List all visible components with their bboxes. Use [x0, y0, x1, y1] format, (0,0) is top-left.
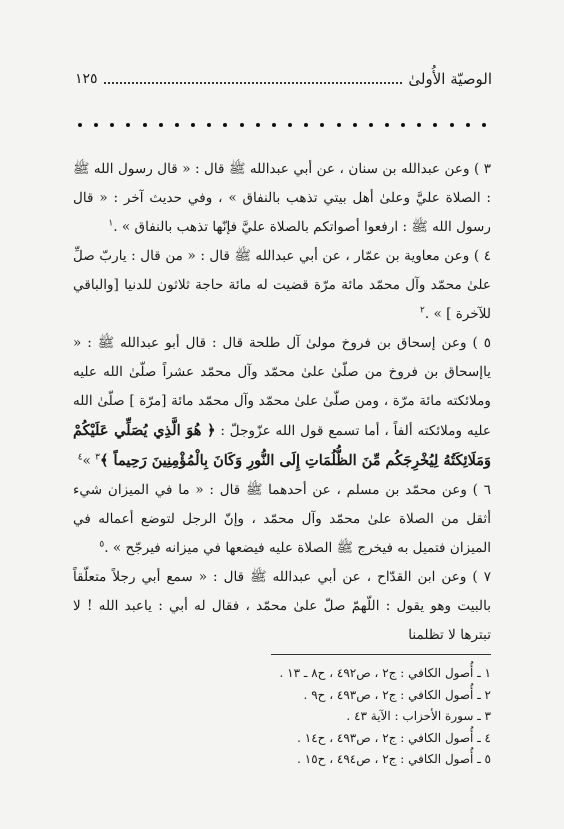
footnote-ref-1: ١ [108, 218, 114, 229]
dotted-divider [78, 118, 486, 132]
footnote-ref-4: ٤ [77, 452, 83, 463]
footnote-1: ١ ـ أُصول الكافي : ج٢ ، ص٤٩٢ ، ح٨ ـ ١٣ . [279, 666, 491, 680]
footnotes [73, 663, 491, 771]
footnote-ref-3: ٣ [95, 452, 101, 463]
footnote-2: ٢ ـ أُصول الكافي : ج٢ ، ص٤٩٣ ، ح٩ . [303, 687, 491, 702]
footnote-separator [271, 654, 491, 655]
paragraph-4: ٤ ) وعن معاوية بن عمّار ، عن أبي عبدالله ﷺ قال : « من قال : ياربّ صلِّ علىٰ محمّد وآل محمّد مائة مرّة قضيت له مائة حاجة ثلاثون للدنيا [والباقي للآخرة ] » .$^٢$ [73, 248, 491, 322]
footnote-ref-2: ٢ [419, 305, 425, 316]
paragraph-5: ٥ ) وعن إسحاق بن فروخ مولىٰ آل طلحة قال : قال أبو عبدالله ﷺ : « ياإسحاق بن فروخ من صلّىٰ علىٰ محمّد وآل محمّد عشراً صلّىٰ الله عليه وملائكته مائة مرّة ، ومن صلّىٰ علىٰ محمّد وآل محمّد مائة [مرّة ] صلّىٰ الله عليه وملائكته ألفاً ، أما تسمع قول الله عزّوجلّ : ﴿ هُوَ الَّذِي يُصَلِّي عَلَيْكُمْ وَمَلَائِكَتُهُ لِيُخْرِجَكُم مِّنَ الظُّلُمَاتِ إِلَى النُّورِ وَكَانَ بِالْمُؤْمِنِينَ رَحِيماً ﴾$^٣$ »$^٤$ [73, 335, 491, 469]
footnote-5: ٥ ـ أُصول الكافي : ج٢ ، ص٤٩٤ ، ح١٥ . [297, 752, 491, 766]
paragraph-3: ٣ ) وعن عبدالله بن سنان ، عن أبي عبدالله ﷺ قال : « قال رسول الله ﷺ : الصلاة عليَّ وعلىٰ أهل بيتي تذهب بالنفاق » ، وفي حديث آخر : « قال رسول الله ﷺ : ارفعوا أصواتكم بالصلاة عليَّ فإنّها تذهب بالنفاق » .$^١$ [73, 161, 491, 235]
footnote-4: ٤ ـ أُصول الكافي : ج٢ ، ص٤٩٣ ، ح١٤ . [297, 730, 491, 745]
page-number: ١٢٥ [75, 71, 98, 87]
footnote-ref-5: ٥ [99, 539, 105, 550]
paragraph-6: ٦ ) وعن محمّد بن مسلم ، عن أحدهما ﷺ قال : « ما في الميزان شيء أثقل من الصلاة علىٰ محمّد وآل محمّد ، وإنّ الرجل لتوضع أعماله في الميزان فتميل به فيخرج ﷺ الصلاة عليه فيضعها في ميزانه فيرجّح » .$^٥$ [73, 482, 491, 556]
quran-verse: ﴿ هُوَ الَّذِي يُصَلِّي عَلَيْكُمْ وَمَلَائِكَتُهُ لِيُخْرِجَكُم مِّنَ الظُّلُمَاتِ إِلَى النُّورِ وَكَانَ بِالْمُؤْمِنِينَ رَحِيماً ﴾ [73, 422, 491, 469]
chapter-title: الوصيّة الأُولىٰ [408, 70, 492, 88]
dotted-leader [104, 74, 403, 84]
paragraph-7: ٧ ) وعن ابن القدّاح ، عن أبي عبدالله ﷺ قال : « سمع أبي رجلاً متعلّقاً بالبيت وهو يقول : اللّهمّ صلّ علىٰ محمّد ، فقال له أبي : ياعبد الله ! لا تبترها لا تظلمنا [73, 569, 491, 643]
footnote-3: ٣ ـ سورة الأحزاب : الآية ٤٣ . [346, 709, 491, 723]
running-header [75, 66, 492, 92]
main-text [73, 155, 491, 650]
